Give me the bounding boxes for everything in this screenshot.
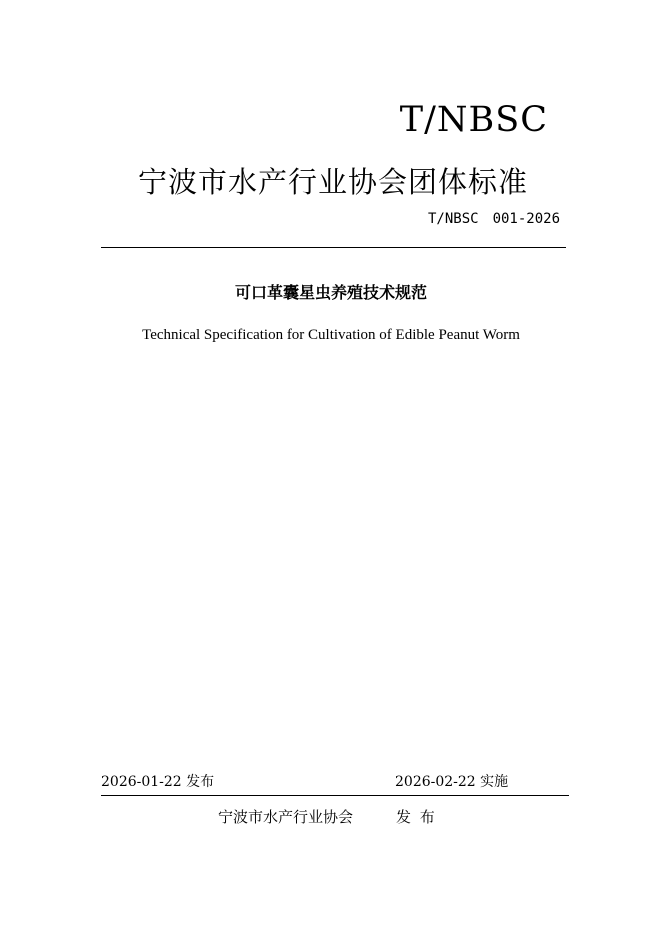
english-title: Technical Specification for Cultivation of Edible Peanut Worm — [142, 327, 520, 343]
standard-number-serial: 001-2026 — [492, 211, 560, 227]
standard-code-heading: T/NBSC — [399, 100, 548, 140]
chinese-title: 可口革囊星虫养殖技术规范 — [234, 283, 427, 302]
organization-standard-title: 宁波市水产行业协会团体标准 — [138, 165, 529, 199]
implementation-date: 2026-02-22 实施 — [395, 774, 509, 790]
publisher-name: 宁波市水产行业协会 — [218, 808, 354, 826]
standard-number-prefix: T/NBSC — [427, 211, 479, 227]
bottom-divider — [101, 795, 569, 796]
publish-label: 发 布 — [396, 808, 435, 826]
standard-number — [428, 211, 560, 227]
issue-date: 2026-01-22 发布 — [101, 774, 215, 790]
top-divider — [101, 247, 566, 248]
